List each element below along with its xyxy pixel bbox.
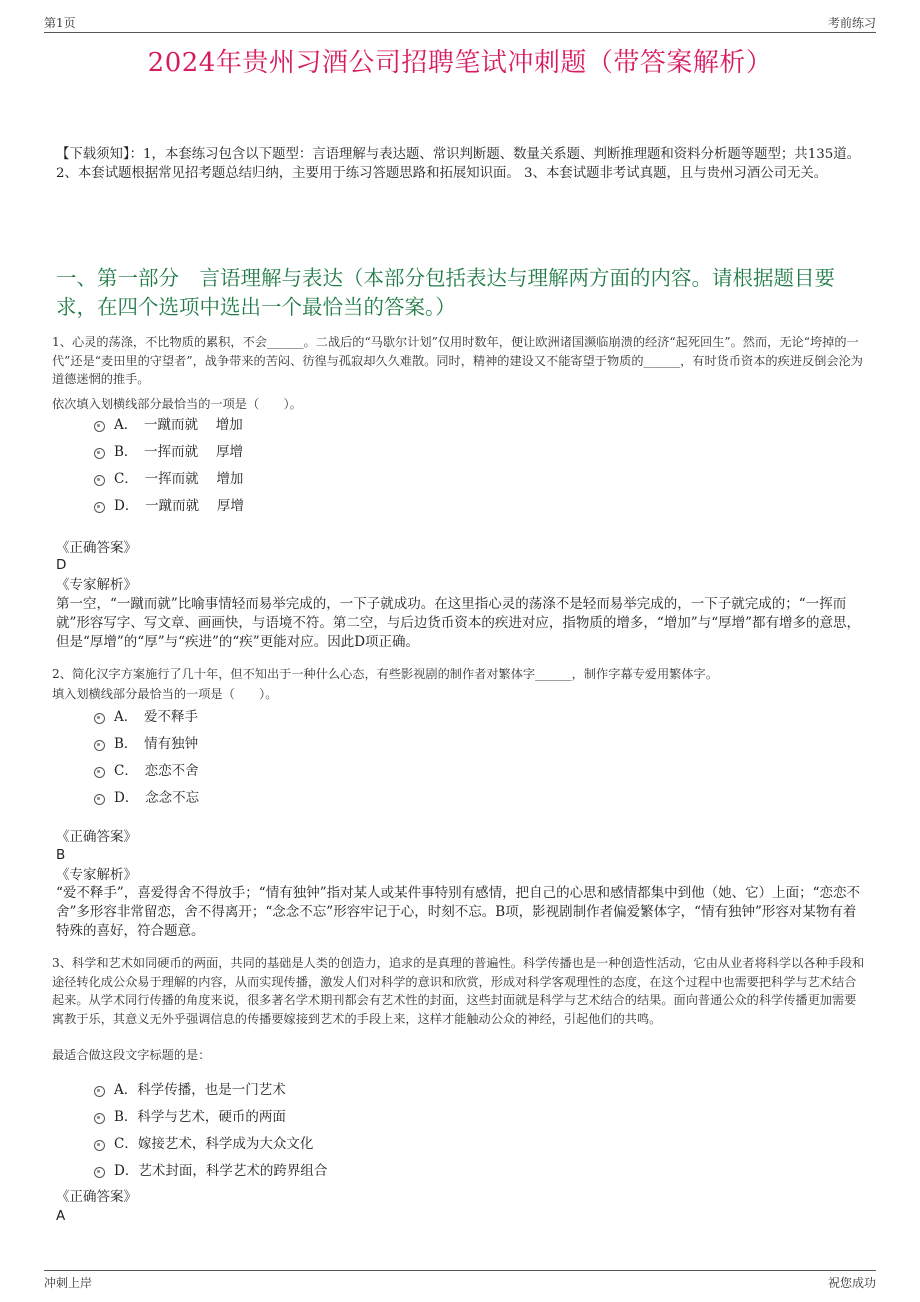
- radio-icon[interactable]: [94, 502, 105, 513]
- correct-answer: B: [56, 847, 66, 863]
- radio-icon[interactable]: [94, 1086, 105, 1097]
- radio-icon[interactable]: [94, 794, 105, 805]
- radio-icon[interactable]: [94, 713, 105, 724]
- question-1-prompt: 依次填入划横线部分最恰当的一项是（ ）。: [52, 397, 302, 411]
- radio-icon[interactable]: [94, 1140, 105, 1151]
- document-title: 2024年贵州习酒公司招聘笔试冲刺题（带答案解析）: [147, 48, 773, 78]
- analysis-label: 《专家解析》: [56, 867, 137, 883]
- page-header: [44, 12, 876, 33]
- page-footer: [44, 1270, 876, 1291]
- question-1-stem: 1、心灵的荡涤，不比物质的累积，不会______。二战后的“马歇尔计划”仅用时数年，便让欧洲诸国濒临崩溃的经济“起死回生”。然而，无论“垮掉的一代”还是“麦田里的守望者”，战争带来的苦闷、彷徨与孤寂却久久难散。同时，精神的建设又不能寄望于物质的______，有时货币资本的疾进反倒会沦为道德迷惘的推手。: [52, 335, 863, 386]
- radio-icon[interactable]: [94, 421, 105, 432]
- expert-analysis: “爱不释手”，喜爱得舍不得放手；“情有独钟”指对某人或某件事特别有感情，把自己的心思和感情都集中到他（她、它）上面；“恋恋不舍”多形容非常留恋，舍不得离开；“念念不忘”形容牢记于心，时刻不忘。B项，影视剧制作者偏爱繁体字，“情有独钟”形容对某物有着特殊的喜好，符合题意。: [56, 885, 861, 939]
- expert-analysis: 第一空，“一蹴而就”比喻事情轻而易举完成的，一下子就成功。在这里指心灵的荡涤不是轻而易举完成的，一下子就完成的；“一挥而就”形容写字、写文章、画画快，与语境不符。第二空，与后边货币资本的疾进对应，指物质的增多，“增加”与“厚增”都有增多的意思，但是“厚增”的“厚”与“疾进”的“疾”更能对应。因此D项正确。: [56, 596, 861, 650]
- answer-label: 《正确答案》: [56, 829, 137, 845]
- correct-answer: D: [56, 557, 67, 573]
- page-number: 第1页: [44, 16, 76, 30]
- section-heading: 一、第一部分 言语理解与表达（本部分包括表达与理解两方面的内容。请根据题目要求，在四个选项中选出一个最恰当的答案。）: [56, 266, 835, 319]
- radio-icon[interactable]: [94, 767, 105, 778]
- question-3-prompt: 最适合做这段文字标题的是：: [52, 1048, 211, 1062]
- radio-icon[interactable]: [94, 448, 105, 459]
- download-notice: 【下载须知】：1，本套练习包含以下题型：言语理解与表达题、常识判断题、数量关系题、判断推理题和资料分析题等题型；共135道。 2、本套试题根据常见招考题总结归纳，主要用于练习答题思路和拓展知识面。 3、本套试题非考试真题，且与贵州习酒公司无关。: [56, 147, 861, 181]
- radio-icon[interactable]: [94, 740, 105, 751]
- correct-answer: A: [56, 1208, 66, 1224]
- header-label: 考前练习: [827, 16, 876, 30]
- footer-right: 祝您成功: [827, 1276, 876, 1290]
- question-2-stem: 2、简化汉字方案施行了几十年，但不知出于一种什么心态，有些影视剧的制作者对繁体字______，制作字幕专爱用繁体字。: [52, 667, 718, 681]
- footer-left: 冲刺上岸: [44, 1276, 93, 1290]
- radio-icon[interactable]: [94, 475, 105, 486]
- question-3-stem: 3、科学和艺术如同硬币的两面，共同的基础是人类的创造力，追求的是真理的普遍性。科学传播也是一种创造性活动，它由从业者将科学以各种手段和途径转化成公众易于理解的内容，从而实现传播，激发人们对科学的意识和欣赏，形成对科学客观理性的态度，在这个过程中也需要把科学与艺术结合起来。从学术同行传播的角度来说，很多著名学术期刊都会有艺术性的封面，这些封面就是科学与艺术结合的结果。面向普通公众的科学传播更加需要寓教于乐，其意义无外乎强调信息的传播要嫁接到艺术的手段上来，这样才能触动公众的神经，引起他们的共鸣。: [52, 956, 865, 1026]
- radio-icon[interactable]: [94, 1113, 105, 1124]
- analysis-label: 《专家解析》: [56, 577, 137, 593]
- answer-label: 《正确答案》: [56, 540, 137, 556]
- question-2-prompt: 填入划横线部分最恰当的一项是（ ）。: [52, 687, 278, 701]
- radio-icon[interactable]: [94, 1167, 105, 1178]
- answer-label: 《正确答案》: [56, 1189, 137, 1205]
